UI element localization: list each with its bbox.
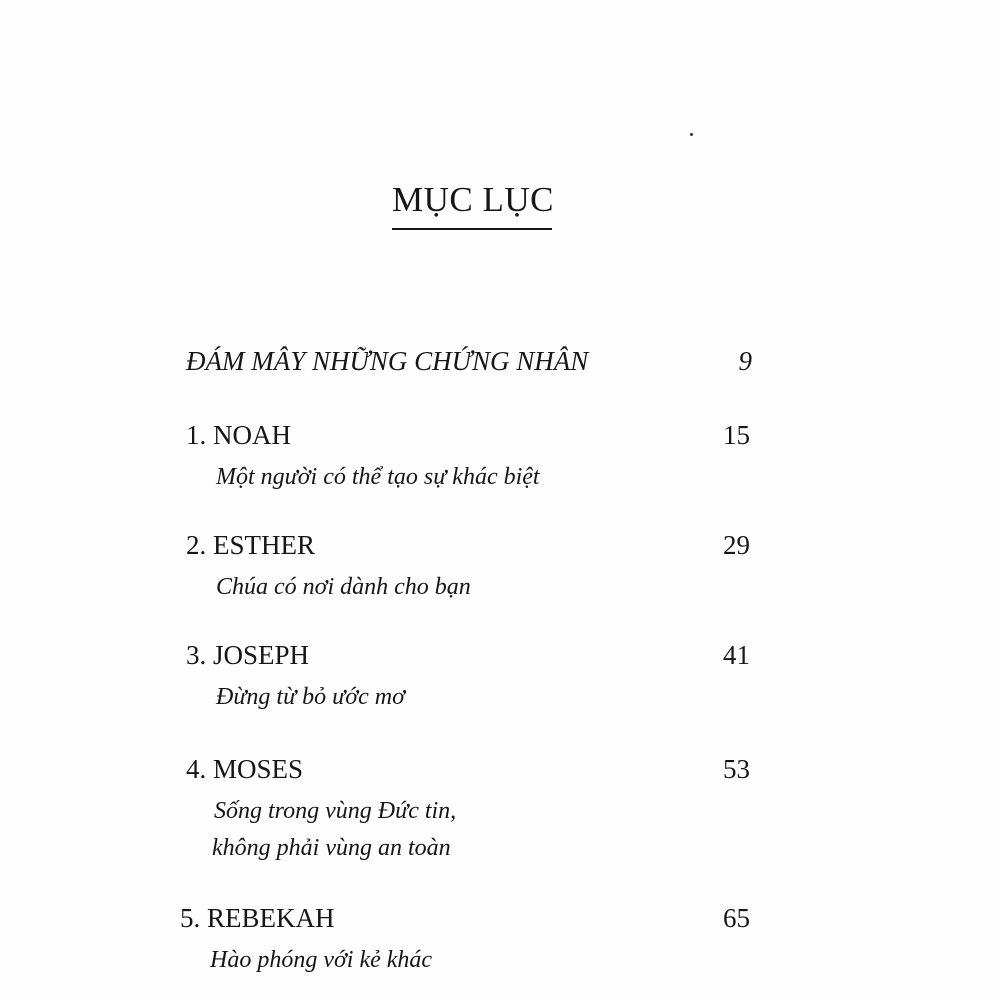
ink-speck [690, 133, 693, 136]
entry-page-number: 65 [723, 903, 750, 933]
entry-title: 4. MOSES [186, 754, 304, 784]
entry-subtitle: Một người có thể tạo sự khác biệt [216, 464, 540, 490]
entry-title: ĐÁM MÂY NHỮNG CHỨNG NHÂN [186, 346, 589, 376]
entry-page-number: 15 [723, 420, 750, 450]
entry-subtitle-line-2: không phải vùng an toàn [212, 835, 451, 861]
entry-title: 2. ESTHER [186, 530, 316, 560]
toc-heading: MỤC LỤC [392, 180, 554, 219]
entry-page-number: 29 [723, 530, 750, 560]
entry-subtitle: Sống trong vùng Đức tin, [214, 798, 457, 824]
entry-page-number: 41 [723, 640, 750, 670]
entry-subtitle: Hào phóng với kẻ khác [210, 947, 433, 973]
entry-subtitle: Đừng từ bỏ ước mơ [216, 684, 405, 710]
entry-page-number: 9 [738, 346, 752, 376]
entry-subtitle: Chúa có nơi dành cho bạn [216, 574, 471, 600]
entry-title: 3. JOSEPH [186, 640, 310, 670]
entry-title: 1. NOAH [186, 420, 291, 450]
heading-underline [392, 228, 552, 230]
entry-title: 5. REBEKAH [180, 903, 335, 933]
entry-page-number: 53 [723, 754, 750, 784]
